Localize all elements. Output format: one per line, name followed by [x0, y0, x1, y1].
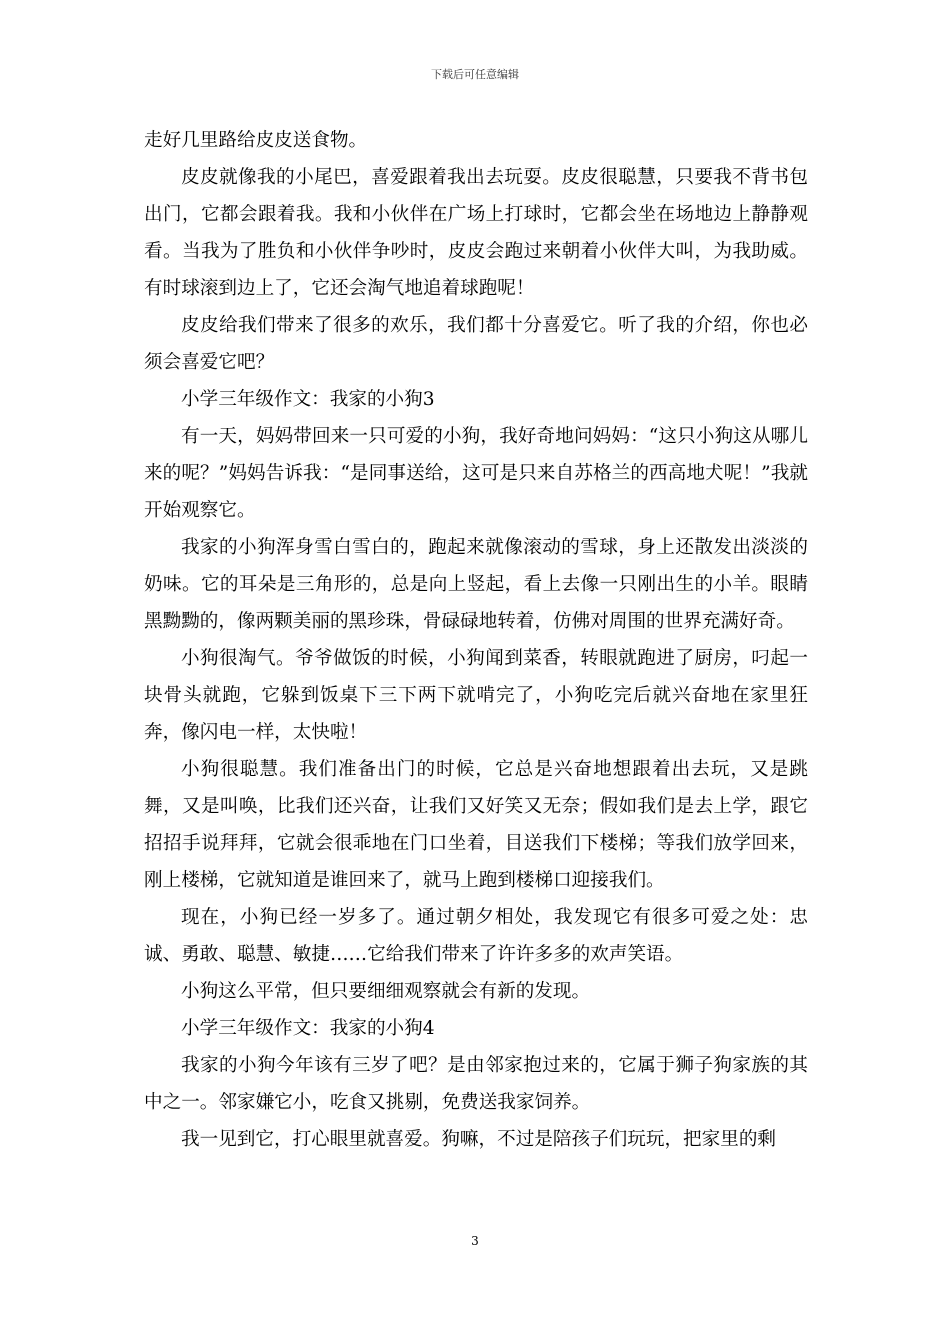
paragraph-8: 现在，小狗已经一岁多了。通过朝夕相处，我发现它有很多可爱之处：忠诚、勇敢、聪慧、敏捷……它给我们带来了许许多多的欢声笑语。 — [144, 907, 808, 965]
paragraph-2: 皮皮就像我的小尾巴，喜爱跟着我出去玩耍。皮皮很聪慧，只要我不背书包出门，它都会跟着我。我和小伙伴在广场上打球时，它都会坐在场地边上静静观看。当我为了胜负和小伙伴争吵时，皮皮会跑过来朝着小伙伴大叫，为我助威。有时球滚到边上了，它还会淘气地追着球跑呢！ — [144, 167, 808, 299]
page-header: 下载后可任意编辑 — [431, 68, 519, 81]
section-heading-4: 小学三年级作文：我家的小狗4 — [181, 1018, 435, 1039]
paragraph-4: 有一天，妈妈带回来一只可爱的小狗，我好奇地问妈妈：“这只小狗这从哪儿来的呢？”妈妈告诉我：“是同事送给，这可是只来自苏格兰的西高地犬呢！”我就开始观察它。 — [144, 426, 808, 521]
paragraph-7: 小狗很聪慧。我们准备出门的时候，它总是兴奋地想跟着出去玩，又是跳舞，又是叫唤，比我们还兴奋，让我们又好笑又无奈；假如我们是去上学，跟它招招手说拜拜，它就会很乖地在门口坐着，目送我们下楼梯；等我们放学回来，刚上楼梯，它就知道是谁回来了，就马上跑到楼梯口迎接我们。 — [144, 759, 808, 891]
paragraph-10: 我家的小狗今年该有三岁了吧？是由邻家抱过来的，它属于狮子狗家族的其中之一。邻家嫌它小，吃食又挑剔，免费送我家饲养。 — [144, 1055, 808, 1113]
paragraph-6: 小狗很淘气。爷爷做饭的时候，小狗闻到菜香，转眼就跑进了厨房，叼起一块骨头就跑，它躲到饭桌下三下两下就啃完了，小狗吃完后就兴奋地在家里狂奔，像闪电一样，太快啦！ — [144, 648, 808, 743]
paragraph-3: 皮皮给我们带来了很多的欢乐，我们都十分喜爱它。听了我的介绍，你也必须会喜爱它吧？ — [144, 315, 808, 373]
paragraph-9: 小狗这么平常，但只要细细观察就会有新的发现。 — [181, 981, 591, 1002]
section-heading-3: 小学三年级作文：我家的小狗3 — [181, 389, 435, 410]
page-number: 3 — [471, 1234, 479, 1248]
document-body — [144, 122, 808, 1158]
paragraph-5: 我家的小狗浑身雪白雪白的，跑起来就像滚动的雪球，身上还散发出淡淡的奶味。它的耳朵是三角形的，总是向上竖起，看上去像一只刚出生的小羊。眼睛黑黝黝的，像两颗美丽的黑珍珠，骨碌碌地转着，仿佛对周围的世界充满好奇。 — [144, 537, 808, 632]
paragraph-1: 走好几里路给皮皮送食物。 — [144, 130, 368, 151]
paragraph-11: 我一见到它，打心眼里就喜爱。狗嘛，不过是陪孩子们玩玩，把家里的剩 — [181, 1129, 777, 1150]
